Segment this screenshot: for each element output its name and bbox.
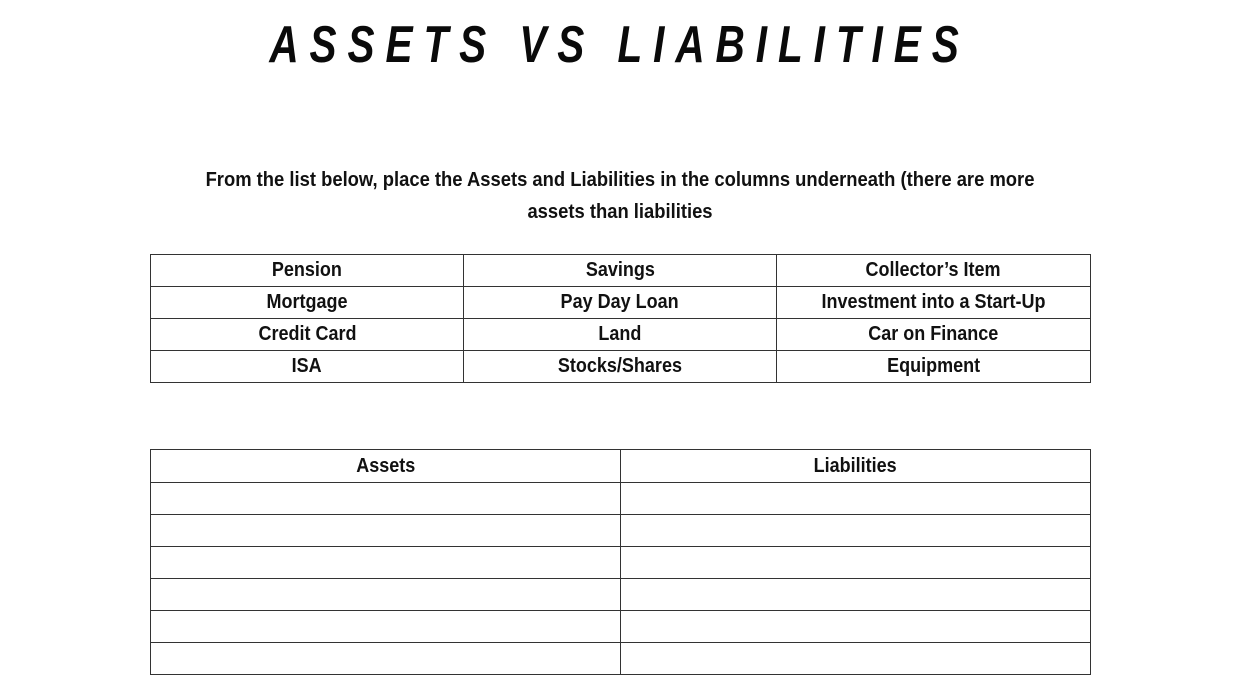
- item-label: Land: [598, 323, 642, 345]
- page-title: ASSETS VS LIABILITIES: [269, 16, 970, 74]
- table-row: [151, 579, 1091, 611]
- liabilities-cell[interactable]: [621, 643, 1091, 675]
- table-header-row: [151, 450, 1091, 483]
- item-label: Pay Day Loan: [560, 291, 680, 313]
- item-cell: [777, 255, 1091, 287]
- table-row: [151, 611, 1091, 643]
- liabilities-cell[interactable]: [621, 579, 1091, 611]
- instructions-text: From the list below, place the Assets and Liabilities in the columns underneath (there are more assets than liabilities: [205, 169, 1035, 223]
- table-row: [151, 319, 1091, 351]
- item-label: Car on Finance: [868, 323, 999, 345]
- column-header-label: Assets: [355, 454, 416, 477]
- items-list-table: [150, 254, 1091, 383]
- column-header-assets: [151, 450, 621, 483]
- item-cell: [151, 287, 464, 319]
- assets-cell[interactable]: [151, 483, 621, 515]
- column-header-liabilities: [621, 450, 1091, 483]
- item-cell: [777, 287, 1091, 319]
- item-label: Savings: [585, 259, 655, 281]
- table-row: [151, 351, 1091, 383]
- table-row: [151, 547, 1091, 579]
- liabilities-cell[interactable]: [621, 483, 1091, 515]
- table-row: [151, 515, 1091, 547]
- assets-cell[interactable]: [151, 611, 621, 643]
- item-label: Mortgage: [266, 291, 348, 313]
- item-label: Equipment: [886, 355, 981, 377]
- item-label: Credit Card: [257, 323, 357, 345]
- item-label: Stocks/Shares: [557, 355, 683, 377]
- item-cell: [151, 255, 464, 287]
- item-label: ISA: [291, 355, 323, 377]
- item-cell: [151, 351, 464, 383]
- liabilities-cell[interactable]: [621, 515, 1091, 547]
- table-row: [151, 287, 1091, 319]
- item-cell: [464, 255, 777, 287]
- item-cell: [151, 319, 464, 351]
- item-label: Collector’s Item: [865, 259, 1002, 281]
- assets-liabilities-table: [150, 449, 1091, 675]
- item-label: Pension: [271, 259, 343, 281]
- item-cell: [464, 287, 777, 319]
- item-label: Investment into a Start-Up: [821, 291, 1046, 313]
- liabilities-cell[interactable]: [621, 547, 1091, 579]
- assets-cell[interactable]: [151, 643, 621, 675]
- item-cell: [777, 351, 1091, 383]
- item-cell: [464, 351, 777, 383]
- item-cell: [777, 319, 1091, 351]
- assets-cell[interactable]: [151, 579, 621, 611]
- item-cell: [464, 319, 777, 351]
- assets-cell[interactable]: [151, 547, 621, 579]
- assets-cell[interactable]: [151, 515, 621, 547]
- table-row: [151, 643, 1091, 675]
- column-header-label: Liabilities: [813, 454, 898, 477]
- table-row: [151, 255, 1091, 287]
- table-row: [151, 483, 1091, 515]
- liabilities-cell[interactable]: [621, 611, 1091, 643]
